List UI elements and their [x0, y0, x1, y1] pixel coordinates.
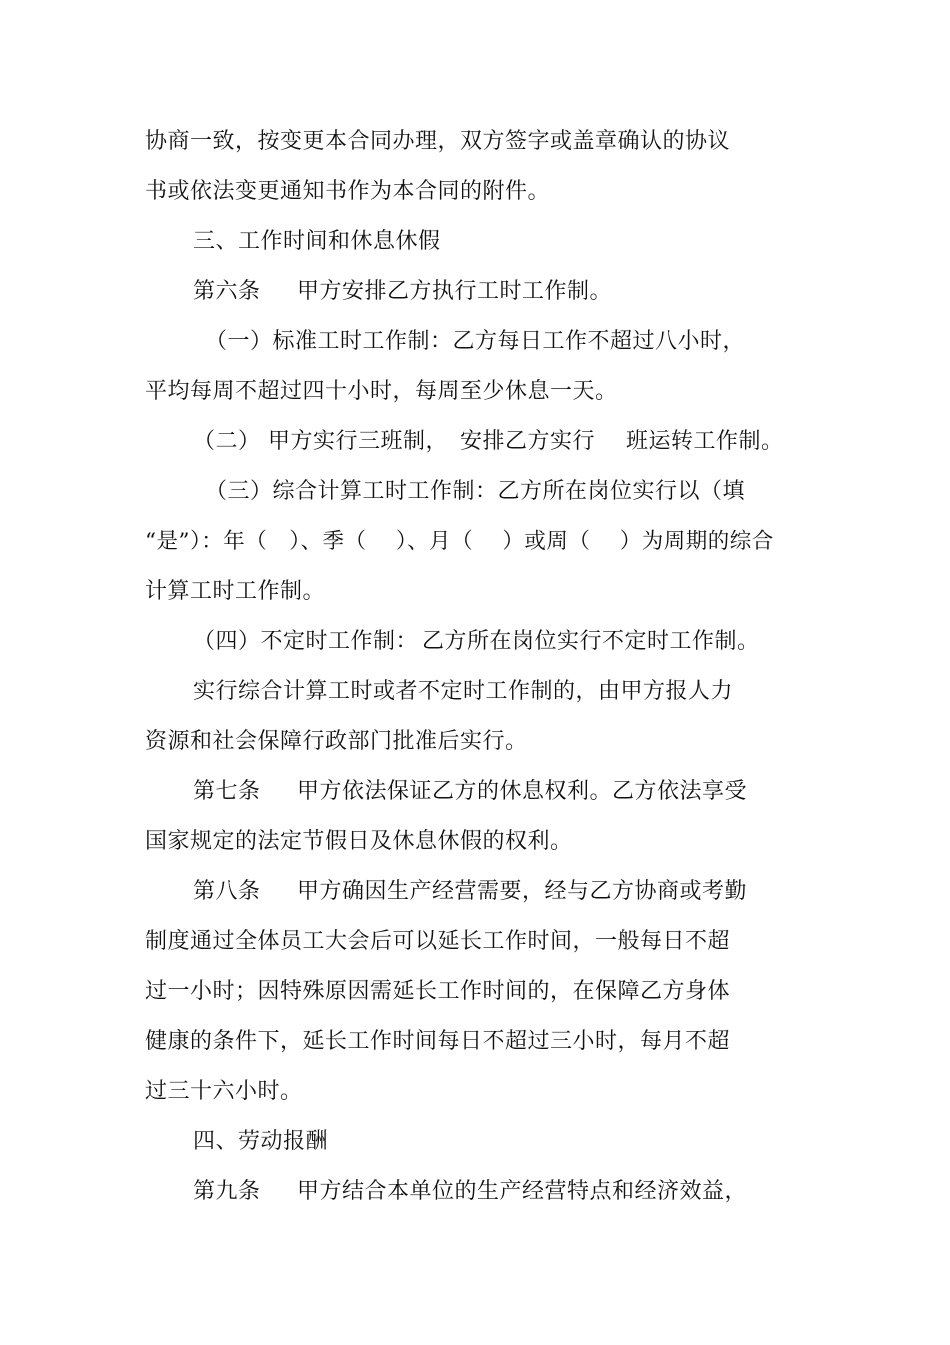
text-line: 安排乙方实行 [460, 429, 596, 454]
text-line: 甲方安排乙方执行工时工作制。 [297, 279, 613, 304]
text-line: 计算工时工作制。 [145, 579, 326, 604]
text-line: 国家规定的法定节假日及休息休假的权利。 [145, 829, 573, 854]
text-line: 过三十六小时。 [145, 1079, 303, 1104]
article-number: 第九条 [193, 1179, 261, 1204]
text-line: “是”）：年（ ）、季（ ）、月（ ）或周（ ）为周期的综合 [145, 529, 774, 554]
article-number: 第六条 [193, 279, 261, 304]
text-line: （四）不定时工作制： [193, 629, 419, 654]
section-heading: 三、工作时间和休息休假 [193, 229, 441, 254]
text-line: 班运转工作制。 [626, 429, 784, 454]
text-line: （三）综合计算工时工作制：乙方所在岗位实行以（填 [205, 479, 746, 504]
section-heading: 四、劳动报酬 [193, 1129, 329, 1154]
text-line: 甲方结合本单位的生产经营特点和经济效益， [297, 1179, 748, 1204]
article-number: 第八条 [193, 879, 261, 904]
text-line: 实行综合计算工时或者不定时工作制的，由甲方报人力 [193, 679, 734, 704]
text-line: 过一小时；因特殊原因需延长工作时间的，在保障乙方身体 [145, 979, 731, 1004]
text-line: 健康的条件下，延长工作时间每日不超过三小时，每月不超 [145, 1029, 731, 1054]
text-line: 甲方确因生产经营需要，经与乙方协商或考勤 [297, 879, 748, 904]
text-line: 平均每周不超过四十小时，每周至少休息一天。 [145, 379, 618, 404]
text-line: 乙方所在岗位实行不定时工作制。 [422, 629, 760, 654]
article-number: 第七条 [193, 779, 261, 804]
text-line: 协商一致，按变更本合同办理，双方签字或盖章确认的协议 [145, 129, 731, 154]
text-line: 书或依法变更通知书作为本合同的附件。 [145, 179, 551, 204]
text-line: （二） 甲方实行三班制， [193, 429, 448, 454]
text-line: 甲方依法保证乙方的休息权利。乙方依法享受 [297, 779, 748, 804]
text-line: 资源和社会保障行政部门批准后实行。 [145, 729, 528, 754]
text-line: （一）标准工时工作制：乙方每日工作不超过八小时， [205, 329, 746, 354]
text-line: 制度通过全体员工大会后可以延长工作时间，一般每日不超 [145, 929, 731, 954]
